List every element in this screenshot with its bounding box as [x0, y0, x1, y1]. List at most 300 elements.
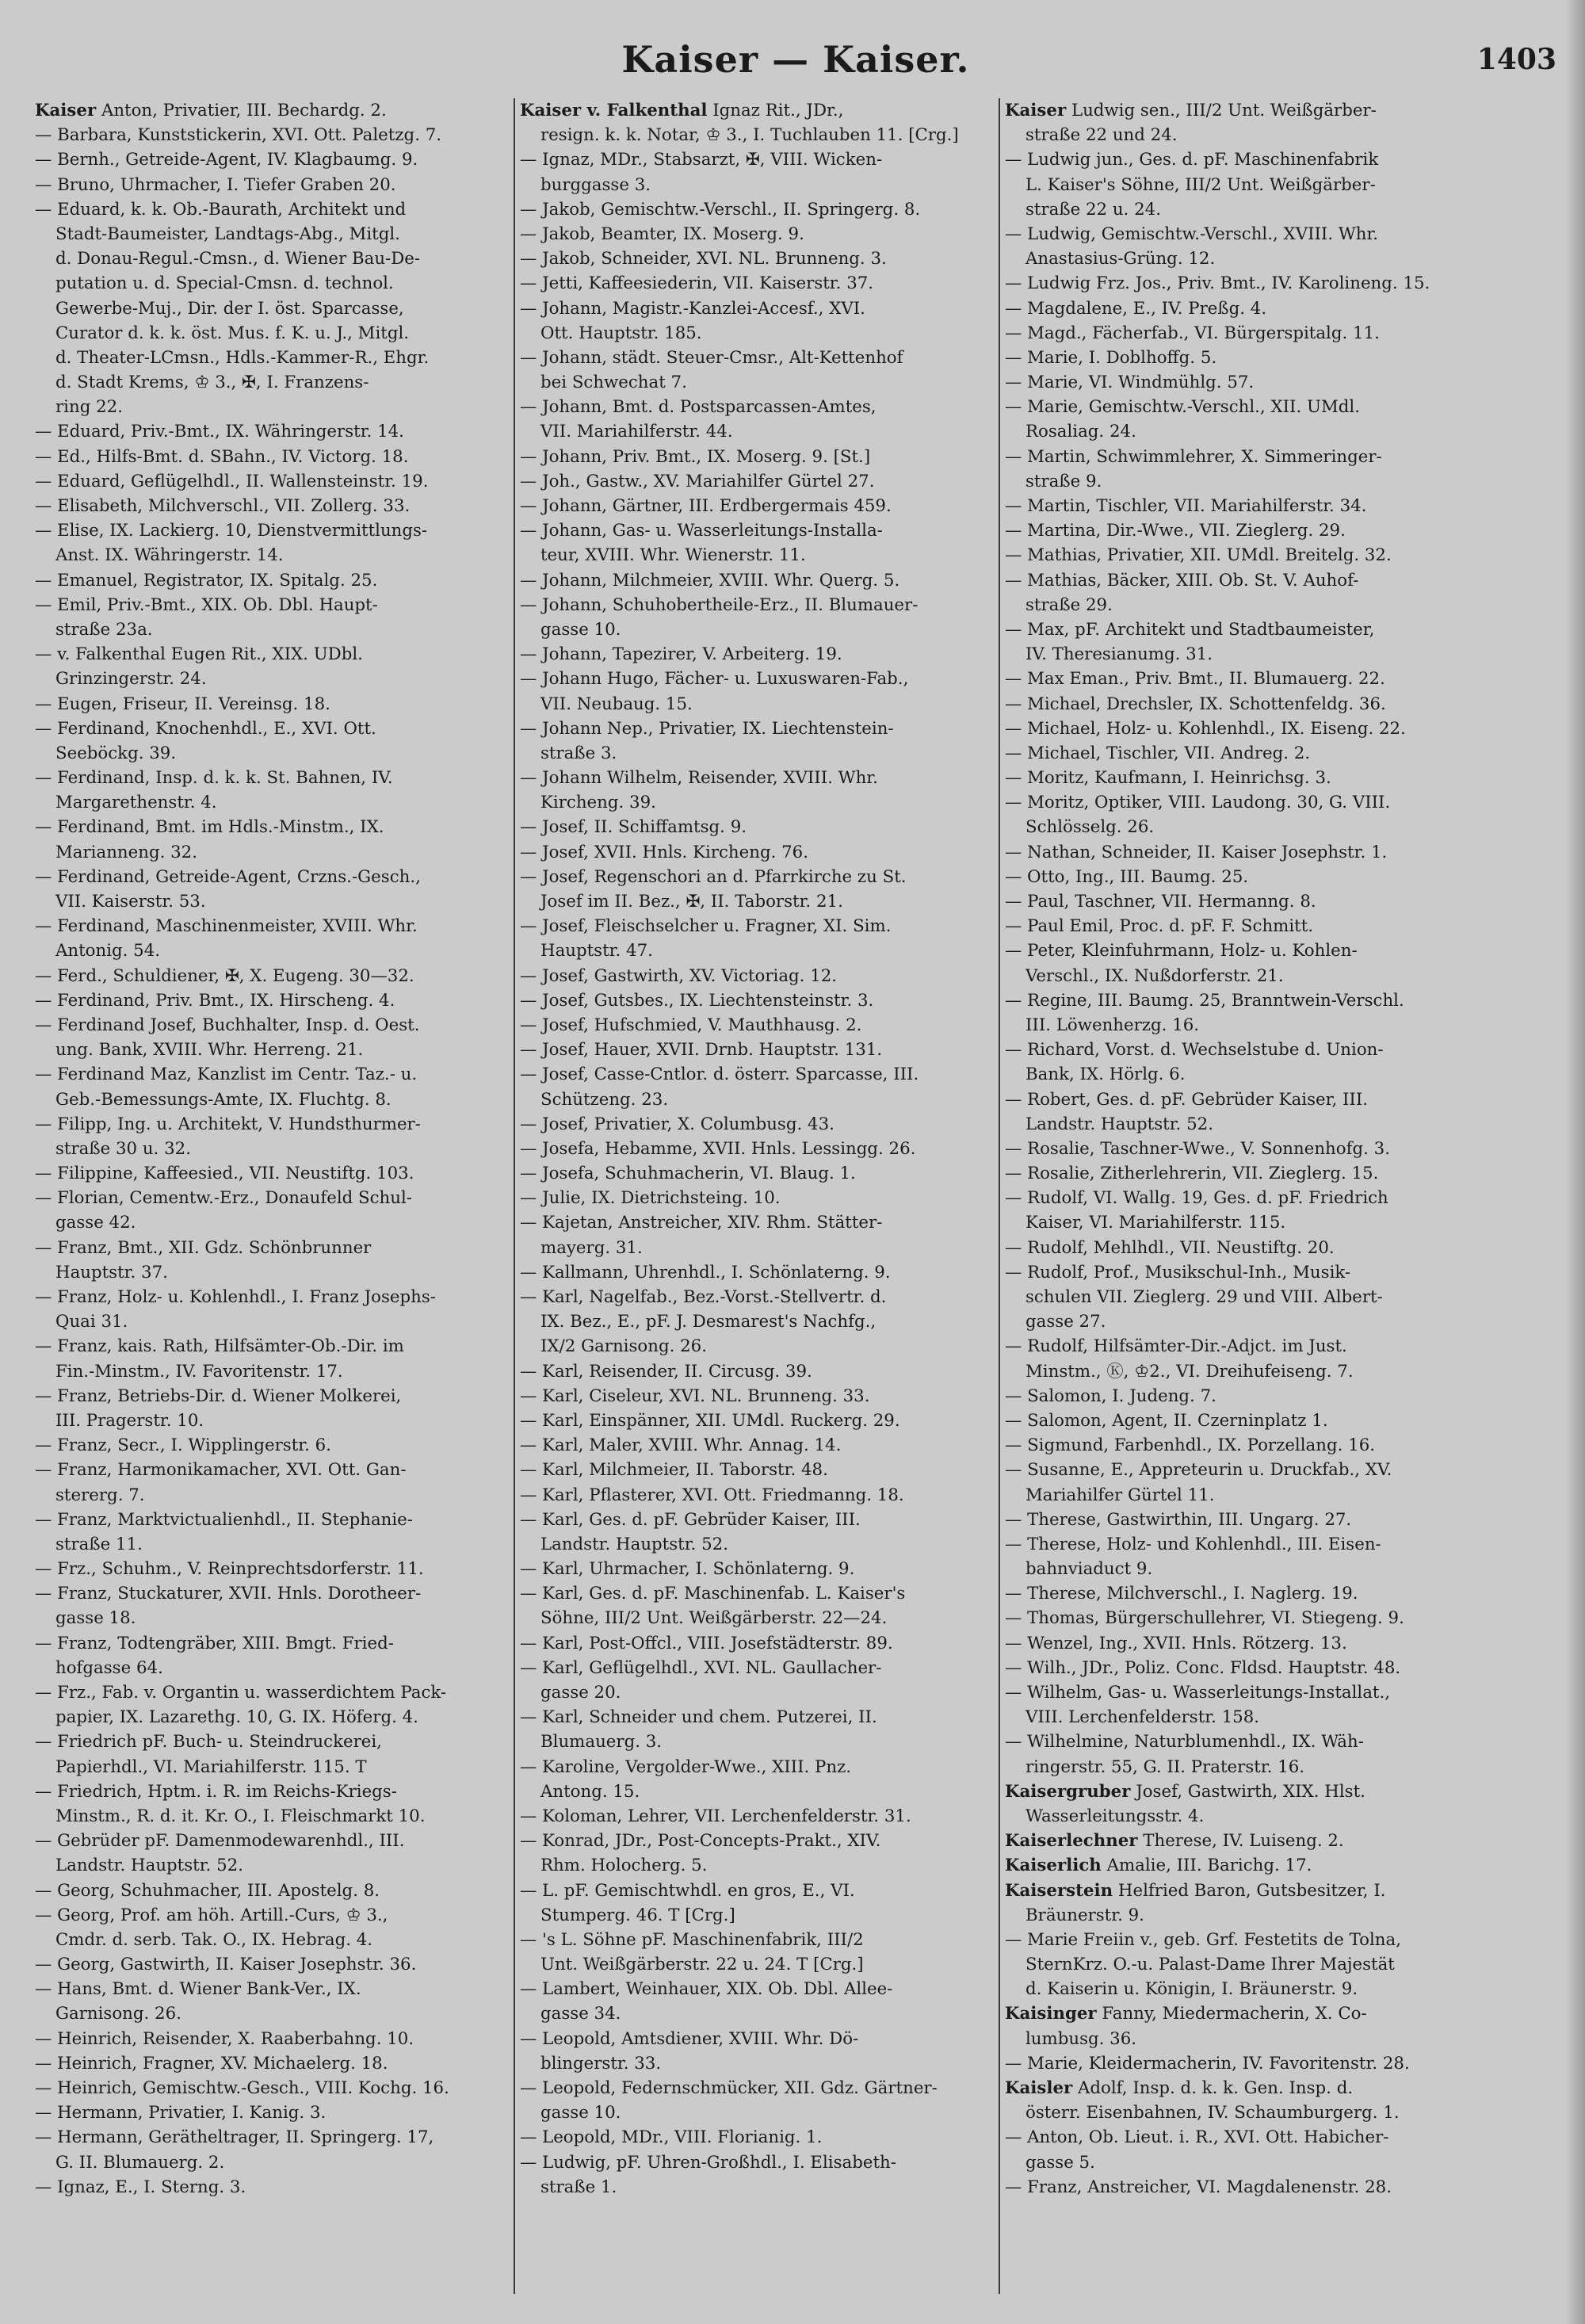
- entry-continuation: [1005, 1013, 1490, 1038]
- directory-entry: [520, 445, 1005, 469]
- entry-text: — Ludwig Frz. Jos., Priv. Bmt., IV. Karolineng. 15.: [1005, 273, 1430, 294]
- entry-continuation: [1005, 419, 1490, 444]
- entry-text: bahnviaduct 9.: [1025, 1559, 1153, 1580]
- directory-entry: [1005, 1334, 1490, 1359]
- entry-text: gasse 20.: [540, 1683, 621, 1703]
- entry-text: — Johann, Bmt. d. Postsparcassen-Amtes,: [520, 397, 877, 418]
- directory-entry: [35, 494, 520, 518]
- entry-text: — Franz, Betriebs-Dir. d. Wiener Molkerei,: [35, 1386, 402, 1406]
- entry-continuation: [520, 2100, 1005, 2125]
- directory-entry: [1005, 667, 1490, 691]
- entry-continuation: [520, 1606, 1005, 1630]
- entry-text: Cmdr. d. serb. Tak. O., IX. Hebrag. 4.: [55, 1929, 373, 1950]
- entry-text: — Hans, Bmt. d. Wiener Bank-Ver., IX.: [35, 1979, 361, 2000]
- entry-text: Antong. 15.: [540, 1781, 640, 1802]
- entry-text: österr. Eisenbahnen, IV. Schaumburgerg. 1.: [1025, 2103, 1400, 2123]
- entry-text: — Bernh., Getreide-Agent, IV. Klagbaumg. 9.: [35, 150, 418, 170]
- entry-text: — Emil, Priv.-Bmt., XIX. Ob. Dbl. Haupt-: [35, 594, 378, 615]
- entry-text: — Johann, Priv. Bmt., IX. Moserg. 9. [St.]: [520, 446, 871, 467]
- entry-text: — Ferdinand, Knochenhdl., E., XVI. Ott.: [35, 718, 376, 739]
- entry-text: d. Theater-LCmsn., Hdls.-Kammer-R., Ehgr.: [55, 347, 430, 368]
- directory-entry: [520, 1631, 1005, 1656]
- entry-text: — Franz, Marktvictualienhdl., II. Stephanie-: [35, 1509, 413, 1530]
- entry-text: — Max, pF. Architekt und Stadtbaumeister,: [1005, 619, 1375, 640]
- entry-text: L. Kaiser's Söhne, III/2 Unt. Weißgärber-: [1025, 174, 1376, 195]
- entry-continuation: [520, 938, 1005, 963]
- entry-text: — Jetti, Kaffeesiederin, VII. Kaiserstr. 37.: [520, 273, 874, 294]
- directory-entry: [35, 865, 520, 889]
- entry-continuation: [35, 1928, 520, 1952]
- entry-text: — Robert, Ges. d. pF. Gebrüder Kaiser, III.: [1005, 1089, 1368, 1110]
- entry-continuation: [520, 889, 1005, 914]
- directory-entry: [1005, 865, 1490, 889]
- entry-text: teur, XVIII. Whr. Wienerstr. 11.: [540, 545, 806, 566]
- directory-entry: [1005, 1186, 1490, 1210]
- directory-entry: [1005, 2125, 1490, 2150]
- entry-text: d. Stadt Krems, ♔ 3., ✠, I. Franzens-: [55, 373, 369, 393]
- entry-continuation: [1005, 1285, 1490, 1309]
- entry-text: Margarethenstr. 4.: [55, 793, 217, 813]
- directory-entry: [520, 1038, 1005, 1062]
- directory-entry: [35, 964, 520, 988]
- entry-continuation: [35, 1804, 520, 1829]
- entry-continuation: [35, 1137, 520, 1161]
- entry-text: — Johann Nep., Privatier, IX. Liechtenstein-: [520, 718, 894, 739]
- directory-entry: [35, 692, 520, 717]
- entry-text: — Florian, Cementw.-Erz., Donaufeld Schul-: [35, 1188, 412, 1209]
- entry-text: — Ferdinand Josef, Buchhalter, Insp. d. Oest.: [35, 1015, 420, 1035]
- directory-entry: [1005, 222, 1490, 247]
- directory-entry: [35, 1977, 520, 2001]
- directory-entry: [1005, 914, 1490, 938]
- directory-entry: [520, 1013, 1005, 1038]
- directory-entry: [35, 1952, 520, 1977]
- surname-heading: Kaiserlich: [1005, 1856, 1102, 1876]
- directory-entry: [35, 2100, 520, 2125]
- page-header: [29, 38, 1563, 94]
- entry-continuation: [35, 1656, 520, 1680]
- directory-entry: [520, 1285, 1005, 1309]
- directory-entry: [1005, 346, 1490, 370]
- entry-text: — Koloman, Lehrer, VII. Lerchenfelderstr. 31.: [520, 1806, 911, 1826]
- directory-entry: [520, 222, 1005, 247]
- entry-text: — Wilhelm, Gas- u. Wasserleitungs-Installat.,: [1005, 1683, 1391, 1703]
- entry-text: — Josef, Regenschori an d. Pfarrkirche zu St.: [520, 866, 907, 887]
- entry-continuation: [35, 1309, 520, 1334]
- entry-text: ringerstr. 55, G. II. Praterstr. 16.: [1025, 1756, 1305, 1777]
- entry-continuation: [520, 692, 1005, 717]
- entry-continuation: [1005, 2150, 1490, 2175]
- entry-text: — Susanne, E., Appreteurin u. Druckfab., XV.: [1005, 1460, 1392, 1481]
- directory-entry: [35, 445, 520, 469]
- entry-text: Seeböckg. 39.: [55, 743, 177, 763]
- entry-text: — Konrad, JDr., Post-Concepts-Prakt., XIV.: [520, 1831, 881, 1852]
- directory-entry: [520, 1210, 1005, 1235]
- entry-text: — Marie, VI. Windmühlg. 57.: [1005, 373, 1255, 393]
- entry-text: straße 22 und 24.: [1025, 125, 1178, 146]
- entry-text: — Karl, Schneider und chem. Putzerei, II.: [520, 1707, 877, 1728]
- directory-entry: [520, 1384, 1005, 1409]
- entry-text: — Regine, III. Baumg. 25, Branntwein-Verschl.: [1005, 990, 1404, 1011]
- entry-text: — Josefa, Schuhmacherin, VI. Blaug. 1.: [520, 1164, 856, 1184]
- entry-text: stererg. 7.: [55, 1485, 145, 1505]
- directory-entry: [520, 1359, 1005, 1384]
- entry-text: — Georg, Prof. am höh. Artill.-Curs, ♔ 3.,: [35, 1905, 388, 1925]
- entry-text: — Kajetan, Anstreicher, XIV. Rhm. Stätter-: [520, 1213, 883, 1233]
- directory-entry: [35, 98, 520, 123]
- directory-entry: [520, 568, 1005, 593]
- entry-text: — Anton, Ob. Lieut. i. R., XVI. Ott. Habicher-: [1005, 2127, 1389, 2148]
- entry-continuation: [520, 1952, 1005, 1977]
- directory-entry: [1005, 741, 1490, 766]
- entry-text: — Ferdinand, Insp. d. k. k. St. Bahnen, IV.: [35, 768, 393, 789]
- directory-entry: [1005, 1161, 1490, 1186]
- entry-continuation: [520, 123, 1005, 147]
- entry-text: gasse 5.: [1025, 2152, 1095, 2173]
- directory-entry: [520, 2027, 1005, 2051]
- entry-text: straße 22 u. 24.: [1025, 199, 1161, 220]
- entry-text: — Karoline, Vergolder-Wwe., XIII. Pnz.: [520, 1756, 852, 1777]
- directory-entry: [520, 766, 1005, 790]
- directory-entry: [520, 865, 1005, 889]
- directory-entry: [35, 1581, 520, 1606]
- directory-entry: [520, 1137, 1005, 1161]
- entry-continuation: [520, 1532, 1005, 1557]
- directory-entry: [520, 1928, 1005, 1952]
- entry-text: — Ferdinand, Maschinenmeister, XVIII. Whr.: [35, 916, 418, 937]
- directory-entry: [1005, 1508, 1490, 1532]
- entry-continuation: [520, 1903, 1005, 1928]
- entry-text: — Josef, Hufschmied, V. Mauthhausg. 2.: [520, 1015, 862, 1035]
- page-edge-shadow: [1566, 0, 1585, 2324]
- entry-text: — Salomon, Agent, II. Czerninplatz 1.: [1005, 1410, 1328, 1431]
- directory-entry: [35, 2027, 520, 2051]
- directory-entry: [1005, 988, 1490, 1013]
- entry-text: ring 22.: [55, 397, 123, 418]
- directory-entry: [1005, 1236, 1490, 1260]
- directory-entry: [520, 1483, 1005, 1508]
- entry-text: Papierhdl., VI. Mariahilferstr. 115. T: [55, 1756, 367, 1777]
- entry-text: — Josef, Casse-Cntlor. d. österr. Sparcasse, III.: [520, 1065, 919, 1085]
- entry-continuation: [35, 667, 520, 691]
- entry-text: — Ludwig, pF. Uhren-Großhdl., I. Elisabeth-: [520, 2152, 896, 2173]
- entry-continuation: [35, 1087, 520, 1112]
- directory-entry: [35, 1433, 520, 1458]
- entry-continuation: [35, 2150, 520, 2175]
- entry-text: — Josef, Gutsbes., IX. Liechtensteinstr. 3.: [520, 990, 874, 1011]
- directory-entry: [1005, 1656, 1490, 1680]
- entry-text: IV. Theresianumg. 31.: [1025, 644, 1213, 665]
- entry-text: Landstr. Hauptstr. 52.: [1025, 1114, 1213, 1134]
- directory-entry: [520, 1062, 1005, 1087]
- entry-continuation: [520, 321, 1005, 346]
- entry-text: Josef im II. Bez., ✠, II. Taborstr. 21.: [540, 892, 843, 912]
- entry-continuation: [1005, 593, 1490, 617]
- entry-text: — Filippine, Kaffeesied., VII. Neustiftg. 103.: [35, 1164, 414, 1184]
- entry-continuation: [1005, 247, 1490, 271]
- page-number: 1403: [1476, 43, 1556, 76]
- entry-continuation: [35, 296, 520, 321]
- entry-text: III. Pragerstr. 10.: [55, 1410, 204, 1431]
- entry-continuation: [35, 1853, 520, 1878]
- directory-entry: [1005, 1829, 1490, 1853]
- entry-text: Minstm., R. d. it. Kr. O., I. Fleischmarkt 10.: [55, 1806, 426, 1826]
- entry-text: — Kallmann, Uhrenhdl., I. Schönlaterng. 9.: [520, 1262, 891, 1282]
- directory-entry: [35, 2125, 520, 2150]
- entry-text: — Josef, Privatier, X. Columbusg. 43.: [520, 1114, 835, 1134]
- entry-text: bei Schwechat 7.: [540, 373, 687, 393]
- directory-entry: [520, 469, 1005, 494]
- entry-text: — Bruno, Uhrmacher, I. Tiefer Graben 20.: [35, 174, 396, 195]
- entry-continuation: [1005, 1804, 1490, 1829]
- entry-continuation: [520, 1779, 1005, 1804]
- entry-text: VII. Mariahilferstr. 44.: [540, 422, 733, 442]
- entry-text: — Max Eman., Priv. Bmt., II. Blumauerg. 22.: [1005, 669, 1385, 690]
- entry-text: Schützeng. 23.: [540, 1089, 669, 1110]
- entry-text: Mariahilfer Gürtel 11.: [1025, 1485, 1215, 1505]
- surname-heading: Kaisergruber: [1005, 1781, 1131, 1802]
- entry-text: — Karl, Ges. d. pF. Maschinenfab. L. Kaiser's: [520, 1584, 906, 1604]
- entry-continuation: [1005, 642, 1490, 667]
- directory-entry: [35, 1557, 520, 1581]
- directory-entry: [35, 988, 520, 1013]
- directory-entry: [520, 2125, 1005, 2150]
- entry-text: — Karl, Einspänner, XII. UMdl. Ruckerg. 29.: [520, 1410, 900, 1431]
- entry-text: — Therese, Gastwirthin, III. Ungarg. 27.: [1005, 1509, 1352, 1530]
- running-head: Kaiser — Kaiser.: [621, 38, 970, 81]
- entry-continuation: [1005, 1705, 1490, 1730]
- entry-text: burggasse 3.: [540, 174, 651, 195]
- directory-entry: [35, 642, 520, 667]
- directory-entry: [1005, 147, 1490, 172]
- entry-text: — Moritz, Optiker, VIII. Laudong. 30, G. VIII.: [1005, 793, 1391, 813]
- entry-text: Blumauerg. 3.: [540, 1732, 663, 1753]
- entry-text: — Eduard, Geflügelhdl., II. Wallensteinstr. 19.: [35, 471, 429, 491]
- directory-entry: [520, 1409, 1005, 1433]
- entry-text: — Elise, IX. Lackierg. 10, Dienstvermittlungs-: [35, 521, 428, 541]
- entry-continuation: [1005, 1062, 1490, 1087]
- entry-text: — Michael, Holz- u. Kohlenhdl., IX. Eiseng. 22.: [1005, 718, 1406, 739]
- directory-entry: [35, 593, 520, 617]
- directory-entry: [520, 1112, 1005, 1137]
- entry-text: — Karl, Nagelfab., Bez.-Vorst.-Stellvertr. d.: [520, 1287, 887, 1307]
- entry-text: Wasserleitungsstr. 4.: [1025, 1806, 1205, 1826]
- directory-entry: [35, 2175, 520, 2200]
- entry-text: — Hermann, Gerätheltrager, II. Springerg. 17,: [35, 2127, 434, 2148]
- entry-text: — Johann Hugo, Fächer- u. Luxuswaren-Fab.,: [520, 669, 909, 690]
- column-divider: [514, 98, 515, 2294]
- directory-entry: [1005, 2001, 1490, 2026]
- entry-text: — Emanuel, Registrator, IX. Spitalg. 25.: [35, 570, 378, 591]
- directory-entry: [35, 1112, 520, 1137]
- entry-text: — Franz, Secr., I. Wipplingerstr. 6.: [35, 1435, 331, 1456]
- entry-text: straße 11.: [55, 1534, 143, 1554]
- entry-continuation: [35, 1409, 520, 1433]
- directory-entry: [1005, 2051, 1490, 2076]
- entry-text: — Hermann, Privatier, I. Kanig. 3.: [35, 2103, 327, 2123]
- entry-text: — Johann, Gas- u. Wasserleitungs-Installa-: [520, 521, 883, 541]
- directory-entry: [520, 815, 1005, 839]
- directory-entry: [1005, 1853, 1490, 1878]
- directory-entry: [35, 173, 520, 197]
- entry-continuation: [1005, 1483, 1490, 1508]
- directory-entry: [520, 494, 1005, 518]
- entry-continuation: [520, 2001, 1005, 2026]
- directory-entry: [35, 1458, 520, 1482]
- entry-continuation: [35, 741, 520, 766]
- entry-text: — Joh., Gastw., XV. Mariahilfer Gürtel 27.: [520, 471, 875, 491]
- directory-entry: [520, 2076, 1005, 2100]
- directory-entry: [1005, 370, 1490, 395]
- entry-continuation: [35, 2001, 520, 2026]
- entry-text: — Mathias, Bäcker, XIII. Ob. St. V. Auhof-: [1005, 570, 1359, 591]
- entry-continuation: [520, 1680, 1005, 1705]
- entry-continuation: [520, 617, 1005, 642]
- entry-text: Ott. Hauptstr. 185.: [540, 323, 702, 343]
- entry-text: IX/2 Garnisong. 26.: [540, 1336, 707, 1357]
- entry-text: — Josef, Hauer, XVII. Drnb. Hauptstr. 131.: [520, 1040, 883, 1061]
- entry-text: — Georg, Schuhmacher, III. Apostelg. 8.: [35, 1880, 380, 1901]
- directory-entry: [1005, 321, 1490, 346]
- entry-text: — Ludwig jun., Ges. d. pF. Maschinenfabrik: [1005, 150, 1379, 170]
- entry-text: — Otto, Ing., III. Baumg. 25.: [1005, 866, 1249, 887]
- directory-entry: [520, 147, 1005, 172]
- entry-text: Bank, IX. Hörlg. 6.: [1025, 1065, 1186, 1085]
- entry-continuation: [1005, 469, 1490, 494]
- directory-entry: [35, 1680, 520, 1705]
- entry-text: Ignaz Rit., JDr.,: [707, 101, 844, 120]
- entry-text: straße 23a.: [55, 619, 153, 640]
- directory-entry: [520, 271, 1005, 296]
- entry-continuation: [1005, 197, 1490, 222]
- directory-entry: [520, 840, 1005, 865]
- directory-entry: [35, 1829, 520, 1853]
- entry-continuation: [35, 1359, 520, 1384]
- entry-text: — Nathan, Schneider, II. Kaiser Josephstr. 1.: [1005, 842, 1388, 862]
- directory-entry: [35, 1285, 520, 1309]
- entry-text: — Sigmund, Farbenhdl., IX. Porzellang. 16.: [1005, 1435, 1376, 1456]
- directory-entry: [1005, 1137, 1490, 1161]
- directory-entry: [35, 815, 520, 839]
- directory-entry: [35, 568, 520, 593]
- entry-text: Hauptstr. 47.: [540, 941, 653, 961]
- column-3: [1005, 98, 1490, 2200]
- surname-heading: Kaisinger: [1005, 2004, 1097, 2024]
- entry-text: Minstm., Ⓚ, ♔2., VI. Dreihufeiseng. 7.: [1025, 1361, 1354, 1382]
- entry-text: schulen VII. Zieglerg. 29 und VIII. Albert-: [1025, 1287, 1383, 1307]
- directory-entry: [1005, 1730, 1490, 1754]
- entry-text: gasse 42.: [55, 1213, 136, 1233]
- directory-entry: [520, 593, 1005, 617]
- entry-text: — Friedrich pF. Buch- u. Steindruckerei,: [35, 1732, 382, 1753]
- directory-entry: [1005, 1631, 1490, 1656]
- entry-continuation: [35, 247, 520, 271]
- directory-entry: [1005, 617, 1490, 642]
- directory-entry: [1005, 1409, 1490, 1433]
- directory-entry: [1005, 543, 1490, 568]
- entry-text: — Johann, Gärtner, III. Erdbergermais 459.: [520, 496, 892, 516]
- entry-text: — Josef, XVII. Hnls. Kircheng. 76.: [520, 842, 809, 862]
- entry-text: — Salomon, I. Judeng. 7.: [1005, 1386, 1216, 1406]
- entry-continuation: [35, 395, 520, 419]
- entry-text: Geb.-Bemessungs-Amte, IX. Fluchtg. 8.: [55, 1089, 391, 1110]
- entry-text: lumbusg. 36.: [1025, 2028, 1137, 2049]
- directory-entry: [1005, 766, 1490, 790]
- entry-text: — Johann, Magistr.-Kanzlei-Accesf., XVI.: [520, 298, 865, 319]
- directory-entry: [520, 1161, 1005, 1186]
- entry-continuation: [1005, 1977, 1490, 2001]
- column-2: [520, 98, 1005, 2200]
- entry-continuation: [520, 543, 1005, 568]
- directory-entry: [520, 1557, 1005, 1581]
- entry-text: — Martina, Dir.-Wwe., VII. Zieglerg. 29.: [1005, 521, 1346, 541]
- directory-entry: [1005, 1680, 1490, 1705]
- entry-continuation: [1005, 815, 1490, 839]
- entry-text: — 's L. Söhne pF. Maschinenfabrik, III/2: [520, 1929, 864, 1950]
- entry-text: d. Donau-Regul.-Cmsn., d. Wiener Bau-De-: [55, 249, 421, 269]
- entry-text: Fin.-Minstm., IV. Favoritenstr. 17.: [55, 1361, 343, 1382]
- entry-text: VII. Kaiserstr. 53.: [55, 892, 206, 912]
- entry-text: — Josef, Fleischselcher u. Fragner, XI. Sim.: [520, 916, 892, 937]
- surname-heading: Kaiser v. Falkenthal: [520, 101, 708, 120]
- entry-text: Marianneng. 32.: [55, 842, 197, 862]
- entry-text: — Josef, II. Schiffamtsg. 9.: [520, 817, 747, 838]
- entry-text: Gewerbe-Muj., Dir. der I. öst. Sparcasse,: [55, 298, 404, 319]
- entry-text: — Eduard, Priv.-Bmt., IX. Währingerstr. 14.: [35, 422, 404, 442]
- directory-entry: [520, 2150, 1005, 2175]
- directory-entry: [35, 1730, 520, 1754]
- entry-text: — Leopold, Amtsdiener, XVIII. Whr. Dö-: [520, 2028, 859, 2049]
- entry-text: — Eugen, Friseur, II. Vereinsg. 18.: [35, 694, 330, 714]
- directory-entry: [520, 197, 1005, 222]
- entry-continuation: [520, 1087, 1005, 1112]
- directory-entry: [520, 914, 1005, 938]
- entry-text: Anastasius-Grüng. 12.: [1025, 249, 1216, 269]
- entry-continuation: [1005, 1903, 1490, 1928]
- entry-text: — Paul, Taschner, VII. Hermanng. 8.: [1005, 892, 1316, 912]
- entry-text: — L. pF. Gemischtwhdl. en gros, E., VI.: [520, 1880, 855, 1901]
- entry-text: straße 29.: [1025, 594, 1113, 615]
- entry-text: — Frz., Schuhm., V. Reinprechtsdorferstr. 11.: [35, 1559, 424, 1580]
- directory-entry: [35, 1879, 520, 1903]
- entry-text: — Friedrich, Hptm. i. R. im Reichs-Kriegs-: [35, 1781, 397, 1802]
- directory-entry: [1005, 271, 1490, 296]
- entry-text: — Karl, Ciseleur, XVI. NL. Brunneng. 33.: [520, 1386, 870, 1406]
- directory-entry: [1005, 1458, 1490, 1482]
- directory-entry: [1005, 717, 1490, 741]
- entry-text: III. Löwenherzg. 16.: [1025, 1015, 1200, 1035]
- entry-text: — Peter, Kleinfuhrmann, Holz- u. Kohlen-: [1005, 941, 1358, 961]
- directory-entry: [520, 1705, 1005, 1730]
- entry-text: Ludwig sen., III/2 Unt. Weißgärber-: [1066, 101, 1377, 120]
- entry-continuation: [35, 889, 520, 914]
- entry-text: — Frz., Fab. v. Organtin u. wasserdichtem Pack-: [35, 1683, 447, 1703]
- entry-text: — Josefa, Hebamme, XVII. Hnls. Lessingg. 26.: [520, 1138, 916, 1159]
- directory-entry: [35, 1384, 520, 1409]
- entry-continuation: [35, 346, 520, 370]
- directory-entry: [520, 1186, 1005, 1210]
- entry-text: — v. Falkenthal Eugen Rit., XIX. UDbl.: [35, 644, 363, 665]
- directory-entry: [35, 147, 520, 172]
- entry-continuation: [35, 1210, 520, 1235]
- entry-continuation: [1005, 173, 1490, 197]
- directory-entry: [1005, 1879, 1490, 1903]
- entry-text: Hauptstr. 37.: [55, 1262, 168, 1282]
- entry-continuation: [1005, 1359, 1490, 1384]
- entry-text: Garnisong. 26.: [55, 2004, 181, 2024]
- entry-text: — Mathias, Privatier, XII. UMdl. Breitelg. 32.: [1005, 545, 1392, 566]
- entry-text: — Franz, Anstreicher, VI. Magdalenenstr. 28.: [1005, 2177, 1392, 2197]
